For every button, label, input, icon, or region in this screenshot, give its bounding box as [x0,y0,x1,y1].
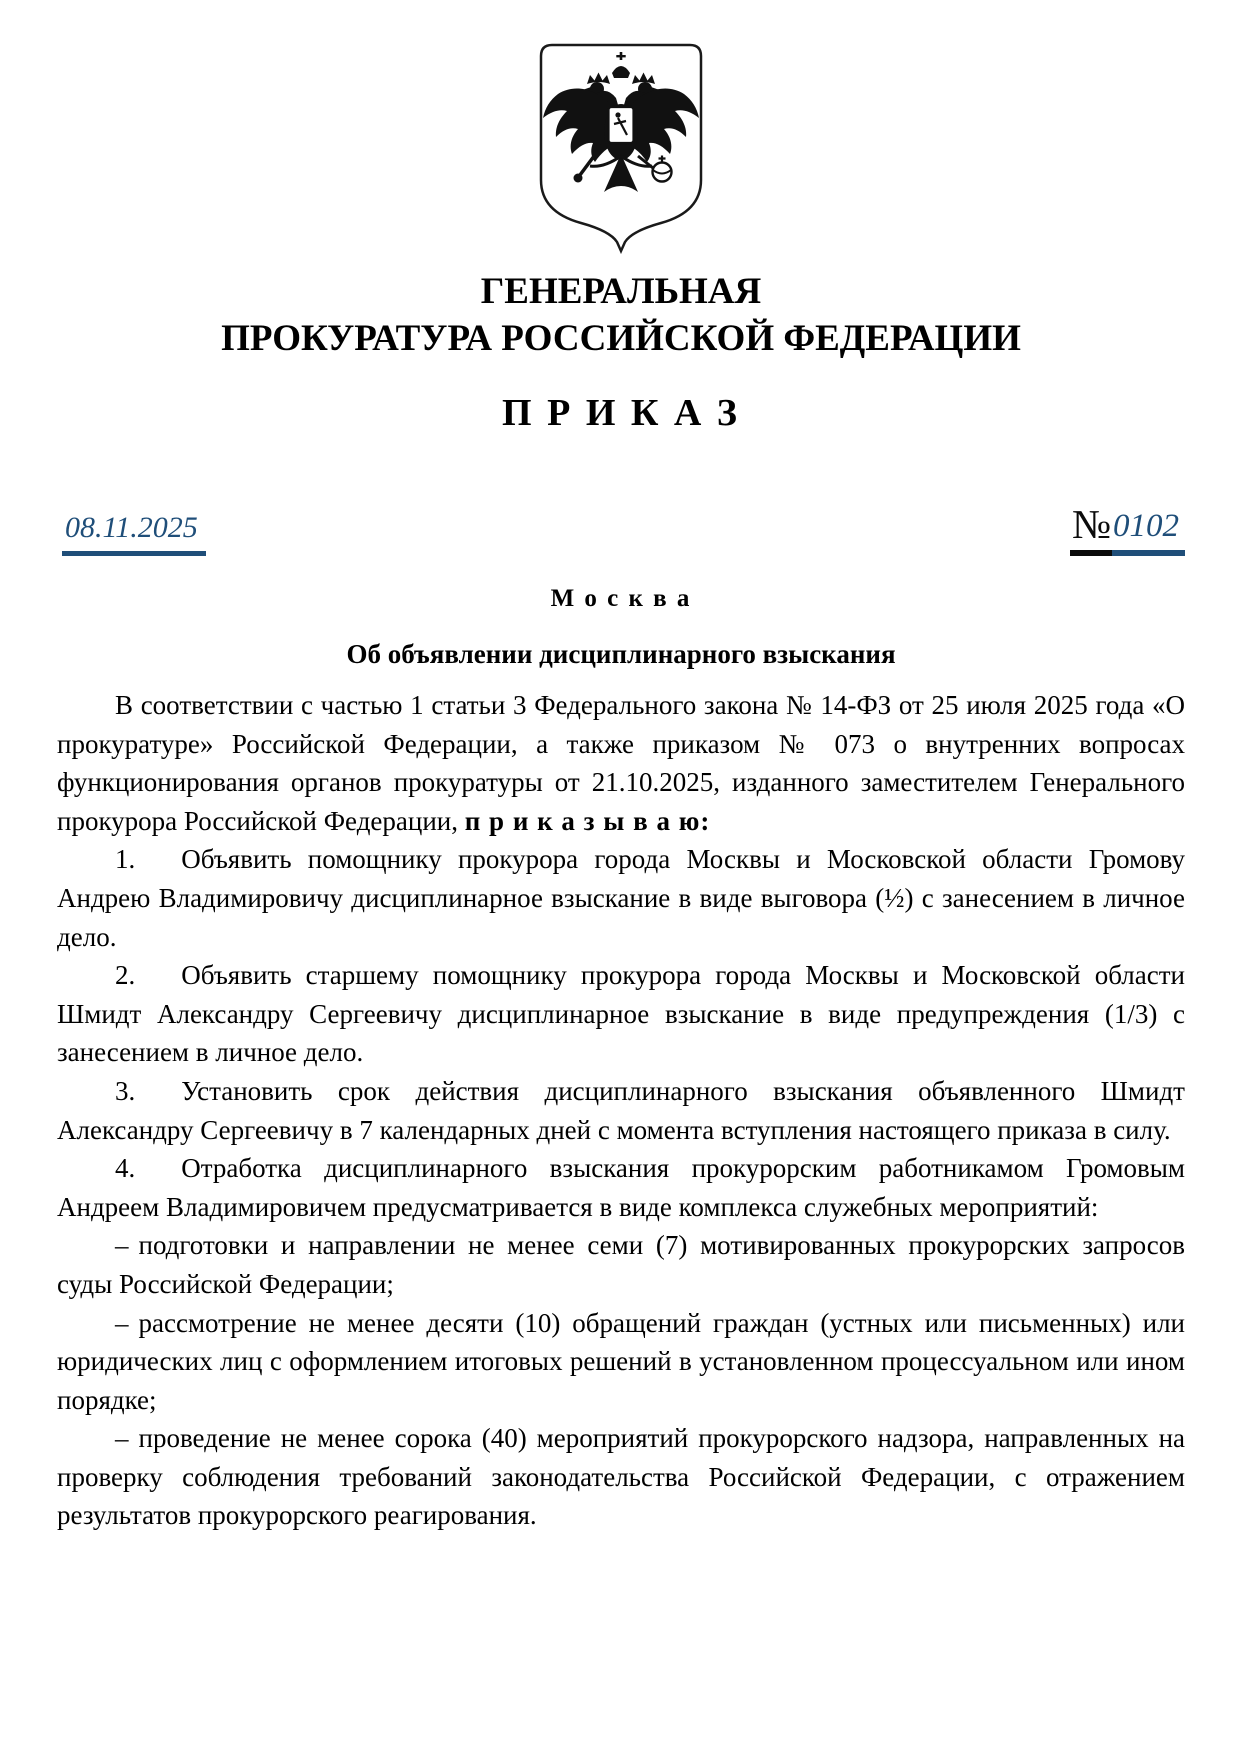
number-value: 0102 [1112,508,1185,556]
meta-row [62,501,1185,556]
item-number: 4. [115,1153,136,1184]
intro-text: В соответствии с частью 1 статьи 3 Федерального закона № 14-ФЗ от 25 июля 2025 года «О прокуратуре» Российской Федерации, а также приказом № 073 о внутренних вопросах функционирования органов прокуратуры от 21.10.2025, изданного заместителем Генерального прокурора Российской Федерации, [57,690,1185,836]
order-item-2 [57,956,1185,1072]
bullet-dash: – [115,1230,129,1261]
item-text: Установить срок действия дисциплинарного взыскания объявленного Шмидт Александру Сергеевичу в 7 календарных дней с момента вступления настоящего приказа в силу. [57,1075,1185,1145]
doc-type-title: П Р И К А З [502,392,740,434]
number-field [1070,501,1185,556]
order-item-1 [57,840,1185,956]
russia-coat-of-arms-icon [538,42,704,254]
order-item-4 [57,1149,1185,1226]
bullet-text: проведение не менее сорока (40) мероприятий прокурорского надзора, направленных на проверку соблюдения требований законодательства Российской Федерации, с отражением результатов прокурорского реагирования. [57,1423,1185,1531]
bullet-text: подготовки и направлении не менее семи (7) мотивированных прокурорских запросов суды Российской Федерации; [57,1230,1185,1299]
bullet-dash: – [115,1423,129,1454]
date-field: 08.11.2025 [62,511,206,556]
item-text: Объявить старшему помощнику прокурора города Москвы и Московской области Шмидт Александру Сергеевичу дисциплинарное взыскание в виде предупреждения (1/3) с занесением в личное дело. [57,960,1185,1068]
subject-heading: Об объявлении дисциплинарного взыскания [346,639,896,669]
order-body [57,686,1185,1535]
intro-paragraph [57,686,1185,840]
item-number: 3. [115,1075,136,1106]
bullet-item-3 [57,1419,1185,1535]
org-title-line2: ПРОКУРАТУРА РОССИЙСКОЙ ФЕДЕРАЦИИ [221,318,1021,359]
bullet-dash: – [115,1307,129,1338]
city-label: М о с к в а [550,585,692,612]
item-number: 2. [115,960,136,991]
org-title [0,268,1242,362]
bullet-item-1 [57,1226,1185,1303]
item-number: 1. [115,844,136,875]
emblem-container [0,0,1242,254]
bullet-item-2 [57,1304,1185,1420]
bullet-text: рассмотрение не менее десяти (10) обращений граждан (устных или письменных) или юридических лиц с оформлением итоговых решений в установленном процессуальном или ином порядке; [57,1307,1185,1415]
order-item-3 [57,1072,1185,1149]
org-title-line1: ГЕНЕРАЛЬНАЯ [480,271,762,312]
item-text: Отработка дисциплинарного взыскания прокурорским работникамом Громовым Андреем Владимировичем предусматривается в виде комплекса служебных мероприятий: [57,1153,1185,1222]
intro-emphasis: п р и к а з ы в а ю: [464,805,711,836]
number-sign: № [1070,504,1112,556]
item-text: Объявить помощнику прокурора города Москвы и Московской области Громову Андрею Владимировичу дисциплинарное взыскание в виде выговора (½) с занесением в личное дело. [57,844,1185,952]
